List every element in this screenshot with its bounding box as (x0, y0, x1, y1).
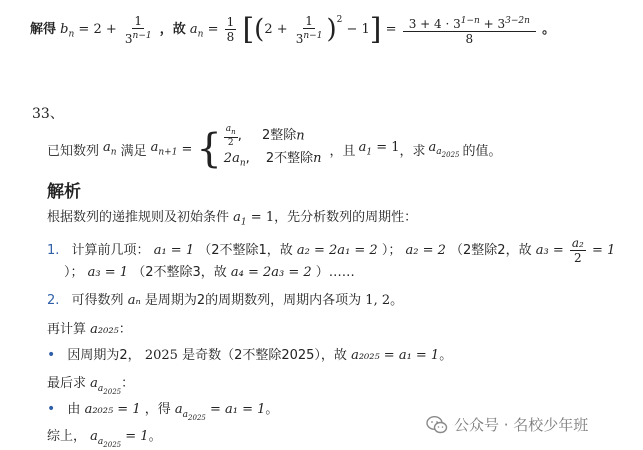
watermark (426, 414, 588, 435)
a1-symbol: $a_1 = 1$ (358, 140, 400, 158)
watermark-text: 公众号 · 名校少年班 (454, 416, 589, 434)
fraction-2: $\frac{1}{8}$ (226, 15, 235, 44)
final-ask: 最后求 $a_{a_{2025}}$： (47, 376, 135, 396)
problem-statement (47, 124, 502, 174)
eq-sign-3: = (385, 22, 397, 37)
stmt-prefix: 已知数列 (47, 143, 100, 159)
square-exp: 2 (336, 14, 343, 25)
right-bracket: ] (369, 12, 382, 47)
left-bracket: [ (242, 12, 255, 47)
eq-sign-2: = (207, 22, 219, 37)
recalc-label: 再计算 a₂₀₂₅： (47, 322, 132, 337)
problem-number: 33、 (32, 106, 64, 122)
and-text: ，且 (329, 143, 356, 159)
step-1-line-1: 1. 计算前几项： a₁ = 1 （2不整除1，故 a₂ = 2a₁ = 2 ）； a₂ = 2 （2整除2，故 a₃ = $\frac{\text{a₂}}{2}$ = 1 (47, 236, 616, 265)
left-paren: ( (254, 14, 265, 45)
step-1-number: 1. (47, 243, 60, 258)
bullet-dot: • (47, 347, 56, 363)
eq-sign-4: = (181, 141, 193, 157)
bullet-2: • 由 a₂₀₂₅ = 1 ，得 $a_{a_{2025}} = a_1 = 1$。 (47, 401, 279, 422)
bullet-1: • 因周期为2， 2025 是奇数（2不整除2025），故 a₂₀₂₅ = a₁ = 1。 (47, 347, 453, 363)
a-a2025-symbol-2: $a_{a_{2025}}$ (90, 376, 122, 396)
bn-symbol: $b_n$ (60, 22, 75, 40)
wechat-icon (426, 415, 448, 435)
period: 。 (542, 22, 556, 37)
case-1: $\frac{a_n}{2}$ , 2整除n (225, 124, 305, 148)
fraction-1: $\frac{1}{3^{n-1}}$ (124, 13, 152, 46)
ask-text: ，求 (399, 143, 426, 159)
fraction-4: $\frac{3 + 4 \cdot 3^{1-n} + 3^{3-2n}}{8}$ (403, 14, 536, 46)
analysis-intro: 根据数列的递推规则及初始条件 $a_1 = 1$，先分析数列的周期性： (47, 210, 418, 228)
top-formula-line (30, 12, 555, 47)
eq-sign: = 2 + (78, 22, 117, 37)
step-1-line-2: ）； a₃ = 1 （2不整除3，故 a₄ = 2a₃ = 2 ）…… (64, 265, 355, 280)
a-a2025-symbol: $a_{a_{2025}}$ (428, 139, 460, 159)
step-2-number: 2. (47, 293, 60, 308)
satisfy-text: 满足 (120, 143, 147, 159)
ask-end: 的值。 (462, 143, 502, 159)
bullet-dot-2: • (47, 401, 56, 417)
an-symbol: $a_n$ (189, 22, 204, 40)
comma-text: ，故 (159, 22, 186, 37)
step-2: 2. 可得数列 aₙ 是周期为2的周期数列，周期内各项为 1, 2。 (47, 293, 404, 308)
piecewise-cases (224, 124, 322, 174)
left-brace: { (196, 126, 222, 173)
an1-symbol: $a_{n+1}$ (150, 140, 178, 158)
analysis-heading: 解析 (47, 182, 81, 202)
solve-prefix: 解得 (30, 22, 57, 37)
minus-one: − 1 (346, 22, 370, 37)
conclusion: 综上， $a_{a_{2025}} = 1$。 (47, 429, 162, 449)
inner-expr: 2 + (264, 22, 288, 37)
an-symbol-2: $a_n$ (103, 140, 117, 158)
right-paren: ) (326, 14, 337, 45)
fraction-3: $\frac{1}{3^{n-1}}$ (295, 13, 323, 46)
case-2: $2a_n$, 2不整除n (223, 150, 322, 169)
